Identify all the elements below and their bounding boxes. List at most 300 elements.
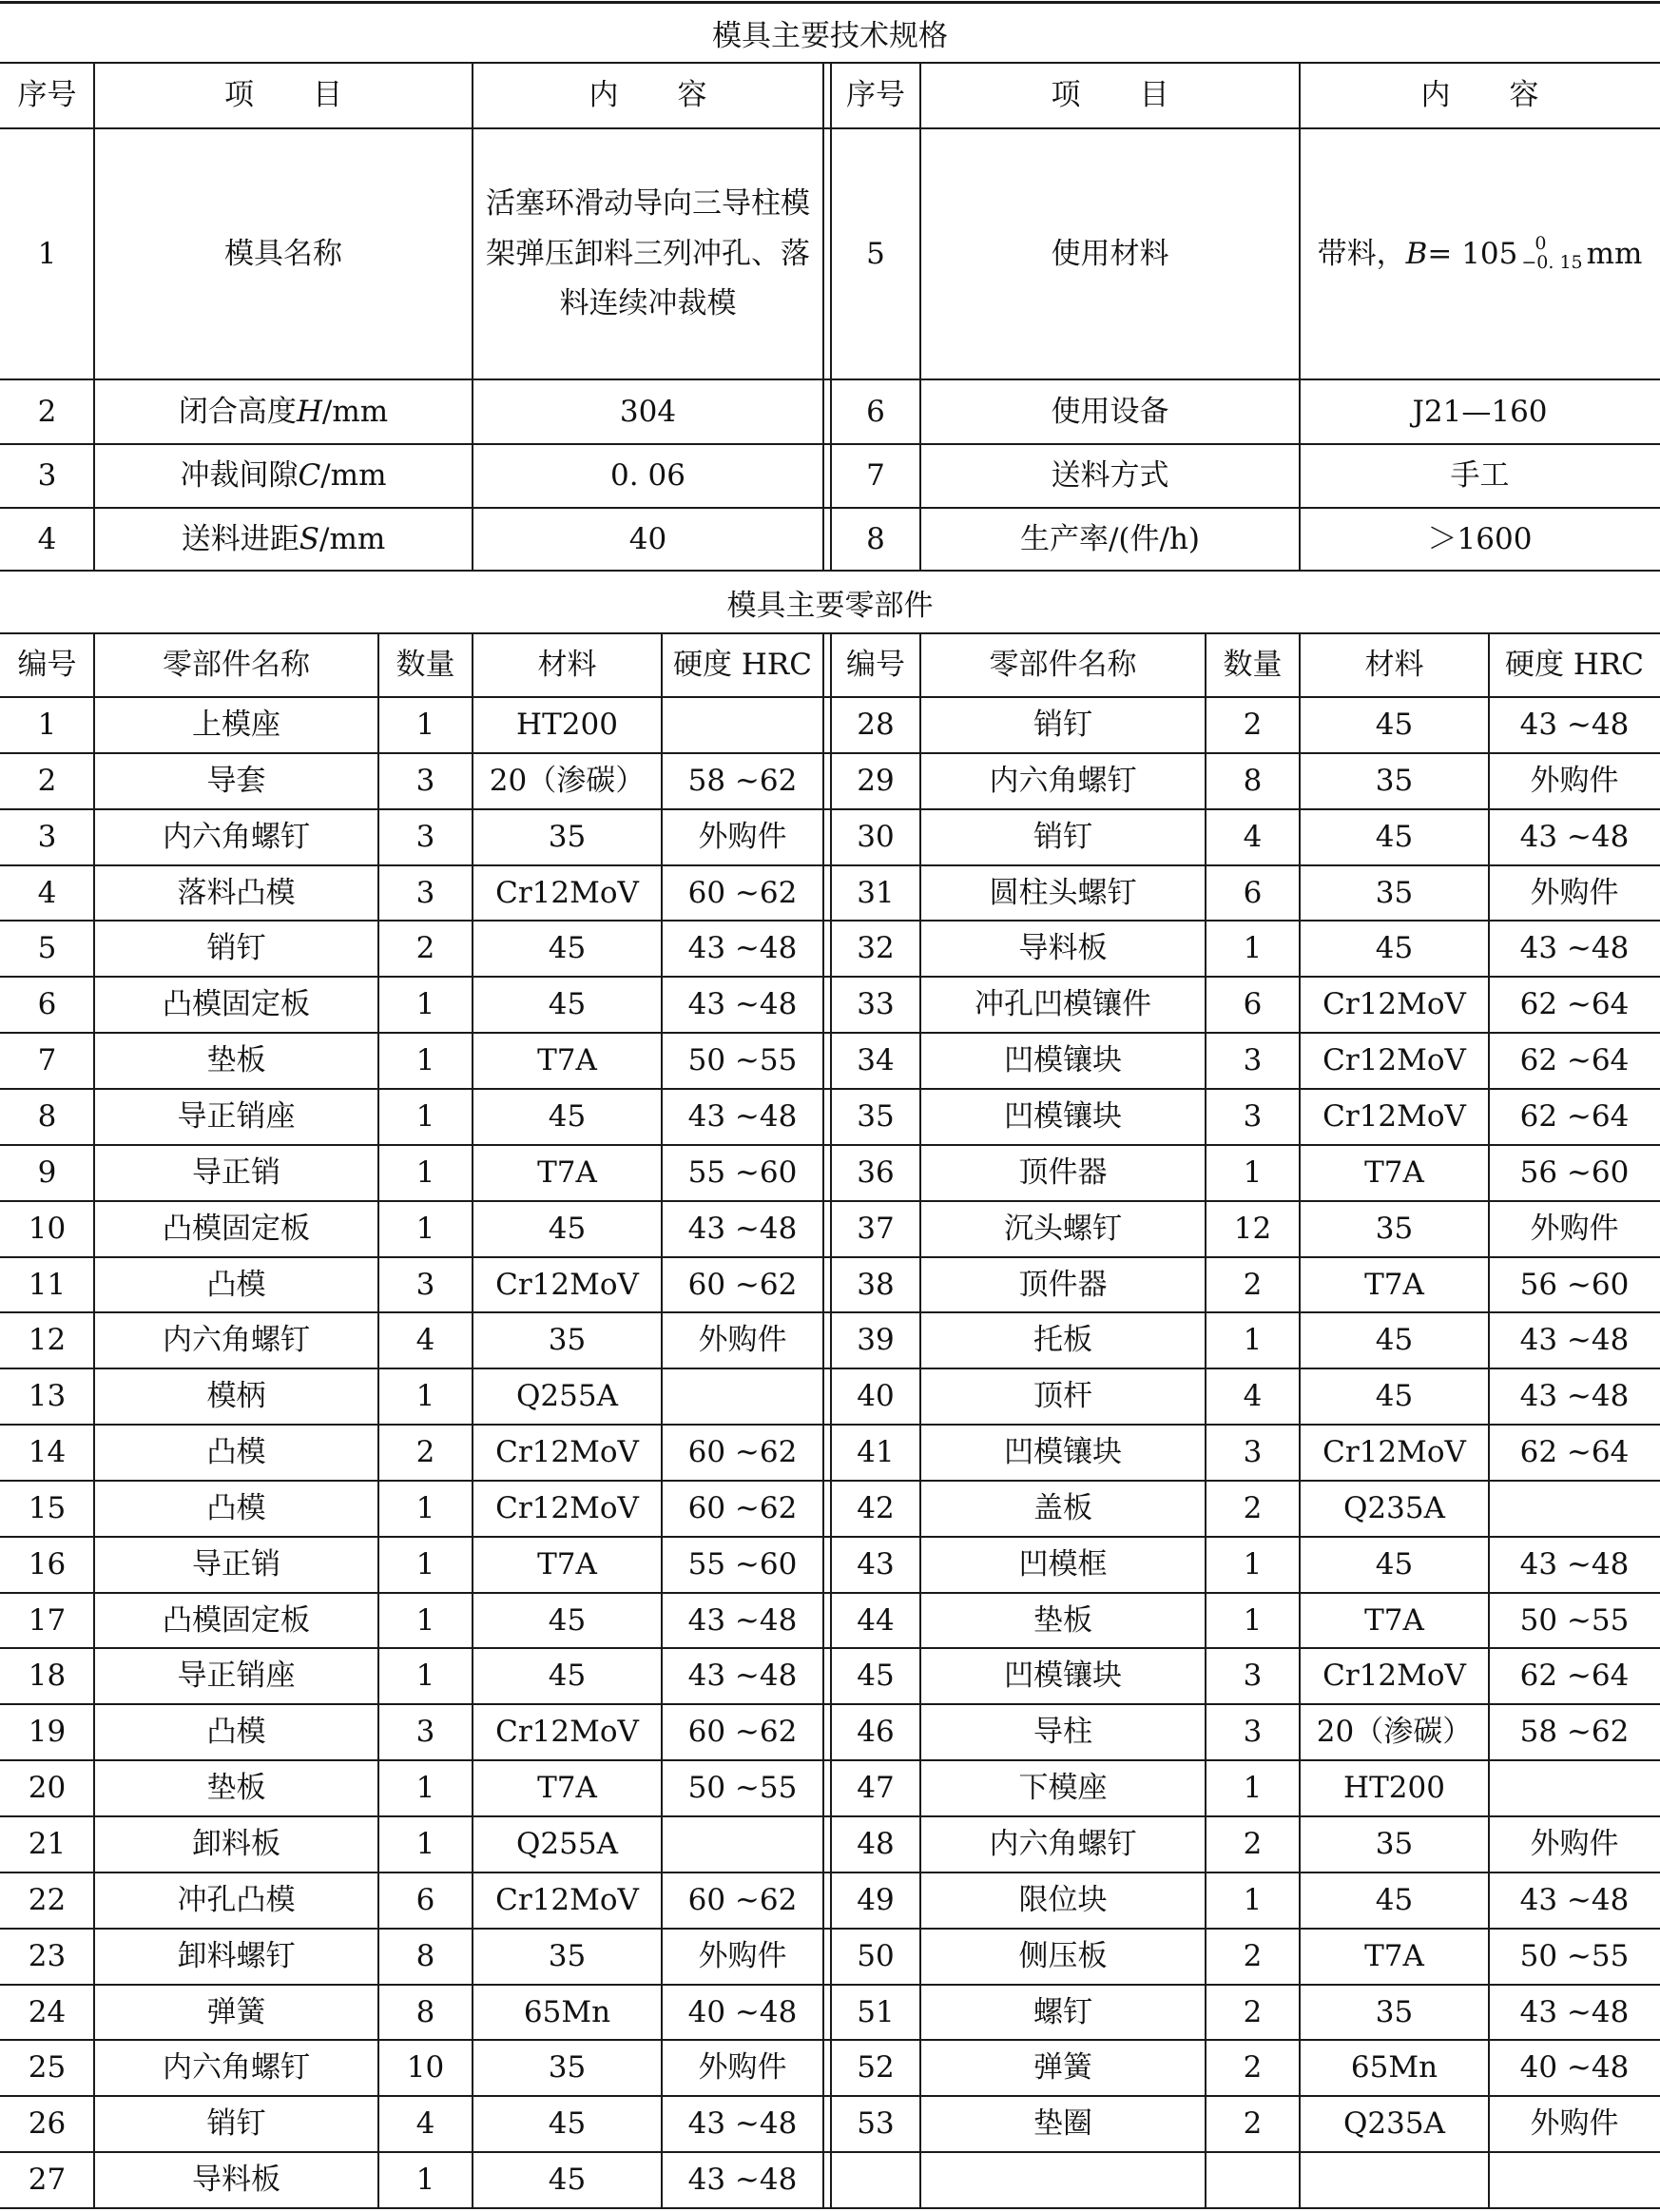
part-number: 28 — [857, 708, 895, 743]
part-number: 25 — [28, 2050, 67, 2086]
part-quantity: 1 — [415, 1155, 435, 1191]
parts-header-cell: 编号 — [17, 648, 77, 683]
part-name: 销钉 — [1033, 708, 1092, 743]
part-hardness: 43 ~48 — [687, 1602, 798, 1638]
part-number: 15 — [28, 1491, 67, 1526]
part-material: HT200 — [516, 708, 618, 743]
part-name: 弹簧 — [206, 1994, 266, 2029]
part-material: T7A — [1364, 1155, 1424, 1191]
part-number — [831, 2152, 920, 2208]
spec-item-label: 使用设备 — [1051, 394, 1169, 429]
part-number: 37 — [857, 1212, 895, 1247]
part-number: 51 — [857, 1994, 895, 2029]
parts-header-cell: 硬度 HRC — [673, 648, 812, 683]
part-name: 顶件器 — [1018, 1267, 1108, 1302]
part-quantity: 1 — [415, 1379, 435, 1414]
part-material: 45 — [548, 2106, 587, 2142]
part-name: 凹模框 — [1018, 1547, 1108, 1582]
spec-row-number: 6 — [866, 394, 885, 429]
part-number: 39 — [857, 1323, 895, 1358]
part-quantity: 4 — [1243, 1379, 1263, 1414]
part-name: 凸模固定板 — [163, 987, 310, 1022]
part-material: 35 — [1375, 875, 1414, 910]
part-quantity: 6 — [1243, 875, 1263, 910]
part-material: 35 — [548, 1323, 587, 1358]
part-hardness: 58 ~62 — [687, 764, 798, 799]
part-quantity: 3 — [415, 764, 435, 799]
part-name: 导正销 — [192, 1547, 280, 1582]
part-name: 托板 — [1033, 1323, 1092, 1358]
part-name: 内六角螺钉 — [989, 1827, 1137, 1862]
part-material: 65Mn — [1350, 2050, 1438, 2086]
part-quantity: 1 — [415, 1771, 435, 1806]
part-quantity: 1 — [415, 1043, 435, 1078]
part-hardness: 56 ~60 — [1519, 1155, 1630, 1191]
part-hardness: 外购件 — [698, 2050, 787, 2086]
part-number: 27 — [28, 2163, 67, 2198]
part-hardness: 50 ~55 — [1519, 1939, 1630, 1974]
part-name: 销钉 — [206, 931, 266, 966]
part-hardness: 55 ~60 — [687, 1547, 798, 1582]
part-material: Cr12MoV — [495, 875, 639, 910]
part-name: 凸模 — [206, 1267, 266, 1302]
spec-item-label: 送料方式 — [1051, 458, 1169, 494]
part-quantity: 1 — [1243, 1602, 1263, 1638]
part-name: 导正销座 — [177, 1099, 296, 1135]
spec-header-cell: 内 容 — [589, 78, 707, 113]
part-name: 垫板 — [206, 1771, 266, 1806]
part-number: 8 — [37, 1099, 57, 1135]
part-name: 内六角螺钉 — [163, 2050, 310, 2086]
part-name: 垫板 — [206, 1043, 266, 1078]
part-material: Cr12MoV — [495, 1267, 639, 1302]
part-material: 45 — [548, 931, 587, 966]
part-material: 35 — [1375, 1212, 1414, 1247]
part-quantity: 8 — [415, 1994, 435, 2029]
part-hardness: 60 ~62 — [687, 1715, 798, 1750]
part-quantity — [1206, 2152, 1300, 2208]
part-material: 65Mn — [523, 1994, 611, 2029]
part-number: 33 — [857, 987, 895, 1022]
part-number: 48 — [857, 1827, 895, 1862]
part-name: 销钉 — [1033, 820, 1092, 855]
part-number: 6 — [37, 987, 57, 1022]
part-number: 1 — [37, 708, 57, 743]
part-quantity: 1 — [415, 1491, 435, 1526]
parts-table-title: 模具主要零部件 — [726, 588, 934, 623]
part-material: T7A — [1364, 1939, 1424, 1974]
spec-row-number: 7 — [866, 458, 885, 494]
part-quantity: 2 — [1243, 1939, 1263, 1974]
part-quantity: 3 — [1243, 1435, 1263, 1470]
part-hardness: 43 ~48 — [1519, 1547, 1630, 1582]
part-hardness: 40 ~48 — [1519, 2050, 1630, 2086]
part-hardness: 60 ~62 — [687, 1883, 798, 1918]
part-name: 导正销座 — [177, 1659, 296, 1694]
column-rule — [830, 63, 832, 571]
part-number: 41 — [857, 1435, 895, 1470]
spec-item-value: ＞1600 — [1427, 521, 1533, 556]
part-hardness: 62 ~64 — [1519, 1043, 1630, 1078]
part-name: 凸模 — [206, 1715, 266, 1750]
part-hardness — [1489, 2152, 1660, 2208]
part-number: 53 — [857, 2106, 895, 2142]
part-name: 凸模 — [206, 1491, 266, 1526]
spec-row-number: 2 — [37, 394, 57, 429]
part-name: 内六角螺钉 — [163, 1323, 310, 1358]
spec-item-value: J21—160 — [1412, 394, 1548, 429]
part-name: 弹簧 — [1033, 2050, 1092, 2086]
part-hardness: 外购件 — [1530, 875, 1619, 910]
part-quantity: 1 — [415, 1547, 435, 1582]
parts-header-cell: 编号 — [846, 648, 905, 683]
spec-header-cell: 内 容 — [1420, 78, 1539, 113]
part-number: 16 — [28, 1547, 67, 1582]
part-name: 凹模镶块 — [1004, 1435, 1122, 1470]
part-material: HT200 — [1343, 1771, 1445, 1806]
spec-row-number: 1 — [37, 236, 57, 271]
part-material: Q255A — [516, 1827, 618, 1862]
part-name: 凸模固定板 — [163, 1602, 310, 1638]
part-hardness: 43 ~48 — [1519, 820, 1630, 855]
part-hardness: 50 ~55 — [1519, 1602, 1630, 1638]
part-quantity: 3 — [415, 1715, 435, 1750]
spec-row-number: 5 — [866, 236, 885, 271]
part-number: 49 — [857, 1883, 895, 1918]
column-rule — [472, 63, 473, 571]
part-name: 顶件器 — [1018, 1155, 1108, 1191]
part-material: 45 — [1375, 820, 1414, 855]
part-hardness: 43 ~48 — [687, 1099, 798, 1135]
part-hardness: 43 ~48 — [687, 931, 798, 966]
part-quantity: 1 — [1243, 1323, 1263, 1358]
part-number: 40 — [857, 1379, 895, 1414]
part-number: 12 — [28, 1323, 67, 1358]
part-material: 45 — [1375, 1547, 1414, 1582]
part-number: 36 — [857, 1155, 895, 1191]
part-quantity: 1 — [415, 1099, 435, 1135]
spec-item-label: 冲裁间隙 C /mm — [180, 458, 387, 494]
part-quantity: 1 — [1243, 1771, 1263, 1806]
part-hardness: 外购件 — [1530, 764, 1619, 799]
part-quantity: 1 — [415, 1659, 435, 1694]
part-material: Cr12MoV — [495, 1883, 639, 1918]
part-quantity: 3 — [1243, 1043, 1263, 1078]
part-quantity: 3 — [415, 1267, 435, 1302]
part-material: 45 — [1375, 708, 1414, 743]
part-quantity: 1 — [1243, 1547, 1263, 1582]
part-number: 42 — [857, 1491, 895, 1526]
parts-header-cell: 硬度 HRC — [1505, 648, 1644, 683]
part-name: 模柄 — [206, 1379, 266, 1414]
spec-item-value: 40 — [628, 521, 667, 556]
part-name: 卸料螺钉 — [177, 1939, 296, 1974]
part-name: 圆柱头螺钉 — [989, 875, 1137, 910]
spec-header-cell: 项 目 — [1051, 78, 1169, 113]
part-material: Cr12MoV — [1322, 1659, 1466, 1694]
parts-header-cell: 零部件名称 — [163, 648, 310, 683]
part-material: 45 — [1375, 1323, 1414, 1358]
part-material: 45 — [548, 987, 587, 1022]
parts-header-cell: 材料 — [537, 648, 597, 683]
part-number: 4 — [37, 875, 57, 910]
part-hardness: 60 ~62 — [687, 1267, 798, 1302]
part-number: 9 — [37, 1155, 57, 1191]
parts-header-cell: 数量 — [1223, 648, 1283, 683]
part-number: 24 — [28, 1994, 67, 2029]
part-hardness — [662, 1816, 823, 1872]
part-name: 销钉 — [206, 2106, 266, 2142]
part-material: T7A — [1364, 1267, 1424, 1302]
spec-item-label: 生产率/(件/h) — [1019, 521, 1201, 556]
spec-item-value: 活塞环滑动导向三导柱模架弹压卸料三列冲孔、落料连续冲裁模 — [486, 185, 810, 321]
part-number: 2 — [37, 764, 57, 799]
spec-item-value: 304 — [619, 394, 677, 429]
part-name: 导正销 — [192, 1155, 280, 1191]
part-quantity: 2 — [415, 1435, 435, 1470]
part-name: 卸料板 — [192, 1827, 280, 1862]
spec-table-title: 模具主要技术规格 — [712, 18, 948, 53]
part-name: 下模座 — [1018, 1771, 1108, 1806]
part-number: 44 — [857, 1602, 895, 1638]
spec-header-cell: 项 目 — [224, 78, 342, 113]
part-material: 45 — [1375, 931, 1414, 966]
part-number: 43 — [857, 1547, 895, 1582]
part-hardness: 55 ~60 — [687, 1155, 798, 1191]
part-number: 31 — [857, 875, 895, 910]
part-hardness: 外购件 — [1530, 1827, 1619, 1862]
part-quantity: 2 — [415, 931, 435, 966]
part-quantity: 1 — [415, 2163, 435, 2198]
part-material: Cr12MoV — [1322, 1435, 1466, 1470]
part-number: 29 — [857, 764, 895, 799]
part-name: 盖板 — [1033, 1491, 1092, 1526]
part-hardness: 43 ~48 — [1519, 931, 1630, 966]
part-hardness: 62 ~64 — [1519, 987, 1630, 1022]
spec-item-value: 带料， B = 105 0 −0. 15 mm — [1317, 233, 1643, 273]
part-number: 11 — [28, 1267, 67, 1302]
part-quantity: 1 — [1243, 1155, 1263, 1191]
parts-header-cell: 材料 — [1364, 648, 1424, 683]
part-material: 35 — [1375, 1994, 1414, 2029]
spec-item-label: 闭合高度 H /mm — [178, 394, 389, 429]
part-material: 45 — [548, 2163, 587, 2198]
part-quantity: 3 — [1243, 1659, 1263, 1694]
part-hardness: 50 ~55 — [687, 1771, 798, 1806]
part-material: 45 — [548, 1212, 587, 1247]
part-hardness — [662, 1368, 823, 1425]
part-number: 19 — [28, 1715, 67, 1750]
spec-row-number: 3 — [37, 458, 57, 494]
part-number: 13 — [28, 1379, 67, 1414]
part-number: 26 — [28, 2106, 67, 2142]
part-quantity: 3 — [1243, 1099, 1263, 1135]
part-hardness: 50 ~55 — [687, 1043, 798, 1078]
column-rule — [919, 63, 921, 571]
part-number: 52 — [857, 2050, 895, 2086]
part-number: 20 — [28, 1771, 67, 1806]
column-rule — [822, 63, 824, 571]
column-rule — [1299, 63, 1301, 571]
part-hardness: 外购件 — [698, 1939, 787, 1974]
part-name: 冲孔凹模镶件 — [975, 987, 1151, 1022]
part-material: Cr12MoV — [495, 1715, 639, 1750]
part-material: 35 — [548, 2050, 587, 2086]
part-material — [1300, 2152, 1489, 2208]
part-quantity: 4 — [1243, 820, 1263, 855]
part-hardness: 43 ~48 — [1519, 1883, 1630, 1918]
part-number: 38 — [857, 1267, 895, 1302]
part-hardness: 40 ~48 — [687, 1994, 798, 2029]
spec-item-value: 手工 — [1450, 458, 1510, 494]
part-hardness: 62 ~64 — [1519, 1659, 1630, 1694]
part-hardness: 43 ~48 — [1519, 1323, 1630, 1358]
part-quantity: 1 — [1243, 931, 1263, 966]
part-hardness: 43 ~48 — [1519, 1994, 1630, 2029]
part-name: 螺钉 — [1033, 1994, 1092, 2029]
part-name: 凹模镶块 — [1004, 1099, 1122, 1135]
tolerance: 0 −0. 15 — [1521, 233, 1583, 273]
part-hardness: 外购件 — [1530, 2106, 1619, 2142]
spec-header-cell: 序号 — [846, 78, 905, 113]
spec-item-label: 使用材料 — [1051, 236, 1169, 271]
spec-header-cell: 序号 — [17, 78, 77, 113]
part-quantity: 1 — [415, 708, 435, 743]
part-number: 45 — [857, 1659, 895, 1694]
part-number: 32 — [857, 931, 895, 966]
part-quantity: 8 — [1243, 764, 1263, 799]
part-quantity: 2 — [1243, 708, 1263, 743]
part-name: 上模座 — [192, 708, 280, 743]
part-number: 50 — [857, 1939, 895, 1974]
part-hardness — [662, 697, 823, 753]
part-name: 导套 — [206, 764, 266, 799]
part-material: 35 — [548, 820, 587, 855]
part-material: Cr12MoV — [1322, 1099, 1466, 1135]
part-material: Cr12MoV — [495, 1491, 639, 1526]
part-material: Q235A — [1343, 2106, 1445, 2142]
part-quantity: 1 — [415, 1212, 435, 1247]
part-name: 凸模固定板 — [163, 1212, 310, 1247]
parts-header-cell: 零部件名称 — [989, 648, 1137, 683]
part-name: 凸模 — [206, 1435, 266, 1470]
part-quantity: 2 — [1243, 2050, 1263, 2086]
part-name: 垫圈 — [1033, 2106, 1092, 2142]
part-quantity: 12 — [1233, 1212, 1272, 1247]
part-number: 22 — [28, 1883, 67, 1918]
part-quantity: 2 — [1243, 1994, 1263, 2029]
part-hardness: 60 ~62 — [687, 1491, 798, 1526]
spec-row-number: 4 — [37, 521, 57, 556]
part-number: 21 — [28, 1827, 67, 1862]
spec-item-label: 送料进距 S /mm — [181, 521, 386, 556]
part-name: 凹模镶块 — [1004, 1043, 1122, 1078]
part-quantity: 3 — [415, 875, 435, 910]
part-quantity: 2 — [1243, 2106, 1263, 2142]
part-quantity: 1 — [1243, 1883, 1263, 1918]
part-quantity: 3 — [415, 820, 435, 855]
part-hardness: 60 ~62 — [687, 1435, 798, 1470]
part-number: 17 — [28, 1602, 67, 1638]
part-material: 45 — [548, 1602, 587, 1638]
part-name: 落料凸模 — [177, 875, 296, 910]
column-rule — [1299, 633, 1301, 2208]
column-rule — [919, 633, 921, 2208]
part-quantity: 1 — [415, 1602, 435, 1638]
column-rule — [830, 633, 832, 2208]
part-name: 导料板 — [1018, 931, 1108, 966]
part-material: 20（渗碳） — [1316, 1715, 1473, 1750]
part-hardness: 62 ~64 — [1519, 1099, 1630, 1135]
part-name: 垫板 — [1033, 1602, 1092, 1638]
part-number: 30 — [857, 820, 895, 855]
part-name: 导料板 — [192, 2163, 280, 2198]
part-quantity: 6 — [415, 1883, 435, 1918]
part-number: 5 — [37, 931, 57, 966]
column-rule — [661, 633, 663, 2208]
part-material: 45 — [548, 1099, 587, 1135]
table-rule — [0, 1, 1660, 4]
part-quantity: 6 — [1243, 987, 1263, 1022]
part-number: 7 — [37, 1043, 57, 1078]
part-name: 顶杆 — [1033, 1379, 1092, 1414]
column-rule — [1488, 633, 1490, 2208]
part-material: T7A — [1364, 1602, 1424, 1638]
part-number: 18 — [28, 1659, 67, 1694]
part-hardness: 60 ~62 — [687, 875, 798, 910]
part-name: 凹模镶块 — [1004, 1659, 1122, 1694]
part-quantity: 2 — [1243, 1267, 1263, 1302]
part-hardness: 58 ~62 — [1519, 1715, 1630, 1750]
part-number: 35 — [857, 1099, 895, 1135]
part-material: 45 — [548, 1659, 587, 1694]
part-number: 14 — [28, 1435, 67, 1470]
part-quantity: 8 — [415, 1939, 435, 1974]
part-material: 45 — [1375, 1883, 1414, 1918]
parts-header-cell: 数量 — [396, 648, 455, 683]
part-hardness — [1489, 1481, 1660, 1537]
part-hardness: 外购件 — [698, 820, 787, 855]
part-name: 内六角螺钉 — [163, 820, 310, 855]
part-quantity: 1 — [415, 1827, 435, 1862]
part-material: Cr12MoV — [495, 1435, 639, 1470]
part-material: 20（渗碳） — [489, 764, 646, 799]
part-number: 23 — [28, 1939, 67, 1974]
part-material: T7A — [537, 1043, 597, 1078]
part-quantity: 2 — [1243, 1491, 1263, 1526]
part-quantity: 2 — [1243, 1827, 1263, 1862]
part-material: 35 — [1375, 1827, 1414, 1862]
part-material: Cr12MoV — [1322, 987, 1466, 1022]
part-hardness: 56 ~60 — [1519, 1267, 1630, 1302]
part-hardness: 43 ~48 — [687, 987, 798, 1022]
spec-row-number: 8 — [866, 521, 885, 556]
part-hardness — [1489, 1760, 1660, 1816]
part-number: 47 — [857, 1771, 895, 1806]
part-material: T7A — [537, 1155, 597, 1191]
part-quantity: 10 — [406, 2050, 445, 2086]
column-rule — [93, 63, 95, 571]
part-quantity: 4 — [415, 1323, 435, 1358]
part-hardness: 43 ~48 — [1519, 1379, 1630, 1414]
part-name: 导柱 — [1033, 1715, 1092, 1750]
part-material: 45 — [1375, 1379, 1414, 1414]
part-name: 侧压板 — [1018, 1939, 1108, 1974]
part-number: 10 — [28, 1212, 67, 1247]
part-hardness: 外购件 — [698, 1323, 787, 1358]
part-name: 冲孔凸模 — [177, 1883, 296, 1918]
spec-item-value: 0. 06 — [610, 458, 685, 494]
